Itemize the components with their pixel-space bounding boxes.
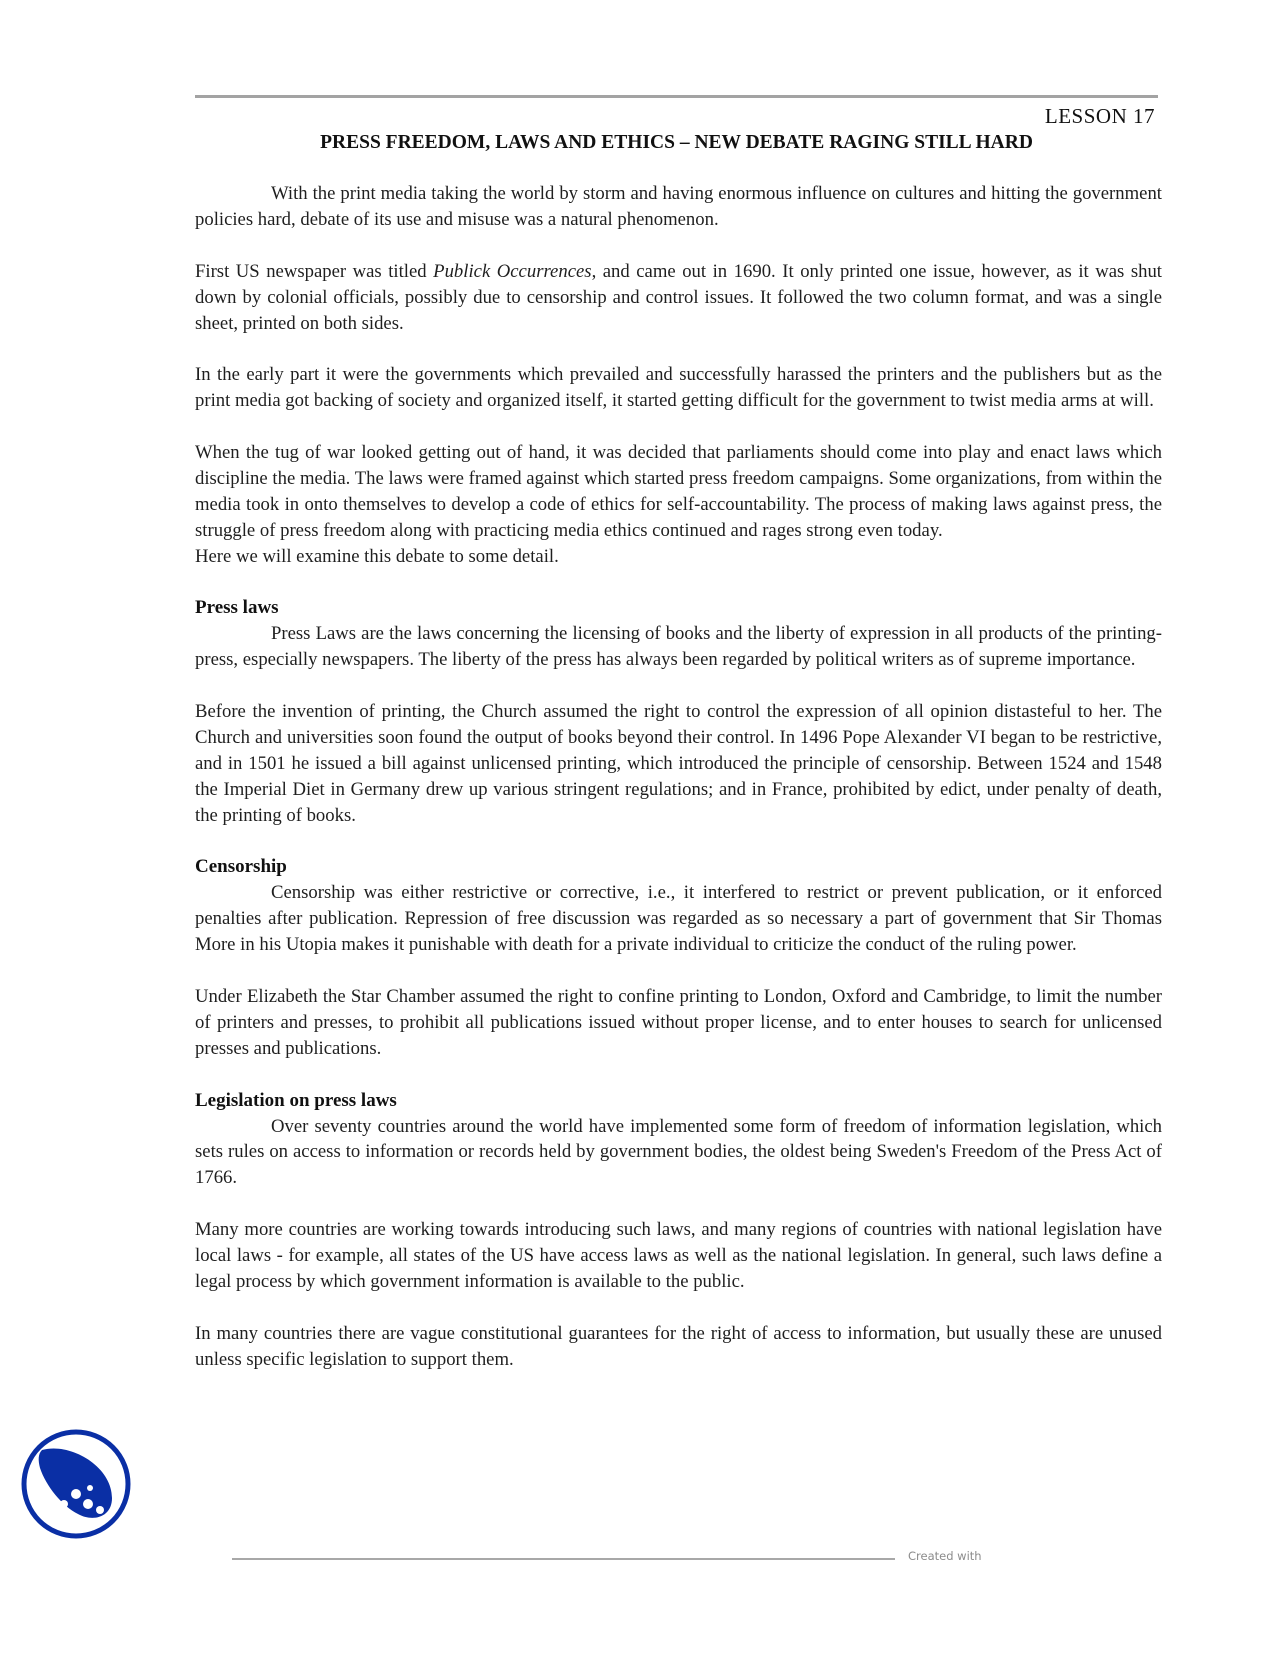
footer-created-with: Created with — [908, 1549, 982, 1563]
paragraph-intro-3: In the early part it were the governments which prevailed and successfully harassed the printers and the publishers but as the print media got backing of society and organized itself, it started getting difficult for the government to twist media arms at will. — [195, 364, 1162, 412]
paragraph-legislation-1: Over seventy countries around the world have implemented some form of freedom of information legislation, which sets rules on access to information or records held by government bodies, the oldest being Sweden's Freedom of the Press Act of 1766. — [195, 1115, 1162, 1189]
header-divider — [195, 95, 1158, 98]
paragraph-censorship-1: Censorship was either restrictive or corrective, i.e., it interfered to restrict or prevent publication, or it enforced penalties after publication. Repression of free discussion was regarded as so necessary a part of government that Sir Thomas More in his Utopia makes it punishable with death for a private individual to criticize the conduct of the ruling power. — [195, 882, 1162, 956]
paragraph-press-laws-1: Press Laws are the laws concerning the licensing of books and the liberty of expression in all products of the printing-press, especially newspapers. The liberty of the press has always been regarded by political writers as of supreme importance. — [195, 623, 1162, 671]
newspaper-title: Publick Occurrences — [433, 260, 592, 282]
paragraph-intro-4: When the tug of war looked getting out of hand, it was decided that parliaments should come into play and enact laws which discipline the media. The laws were framed against which started press freedom campaigns. Some organizations, from within the media took in onto themselves to develop a code of ethics for self-accountability. The process of making laws against press, the struggle of press freedom along with practicing media ethics continued and rages strong even today. — [195, 442, 1162, 541]
blue-ladybug-logo-icon — [20, 1428, 132, 1540]
paragraph-intro-2: First US newspaper was titled Publick Occurrences, and came out in 1690. It only printed one issue, however, as it was shut down by colonial officials, possibly due to censorship and control issues. It followed the two column format, and was a single sheet, printed on both sides. — [195, 260, 1163, 334]
paragraph-press-laws-2: Before the invention of printing, the Church assumed the right to control the expression of all opinion distasteful to her. The Church and universities soon found the output of books beyond their control. In 1496 Pope Alexander VI began to be restrictive, and in 1501 he issued a bill against unlicensed printing, which introduced the principle of censorship. Between 1524 and 1548 the Imperial Diet in Germany drew up various stringent regulations; and in France, prohibited by edict, under penalty of death, the printing of books. — [195, 701, 1162, 826]
footer-divider — [232, 1558, 895, 1560]
document-body — [195, 181, 1162, 1373]
lesson-number: LESSON 17 — [1044, 104, 1155, 128]
paragraph-censorship-2: Under Elizabeth the Star Chamber assumed the right to confine printing to London, Oxford and Cambridge, to limit the number of printers and presses, to prohibit all publications issued without proper license, and to enter houses to search for unlicensed presses and publications. — [195, 985, 1162, 1059]
paragraph-legislation-2: Many more countries are working towards introducing such laws, and many regions of countries with national legislation have local laws - for example, all states of the US have access laws as well as the national legislation. In general, such laws define a legal process by which government information is available to the public. — [195, 1219, 1162, 1292]
page-title: PRESS FREEDOM, LAWS AND ETHICS – NEW DEBATE RAGING STILL HARD — [320, 132, 1033, 153]
section-heading-censorship: Censorship — [195, 856, 287, 878]
section-heading-press-laws: Press laws — [195, 597, 279, 619]
paragraph-intro-1: With the print media taking the world by storm and having enormous influence on cultures and hitting the government policies hard, debate of its use and misuse was a natural phenomenon. — [195, 183, 1162, 230]
section-heading-legislation: Legislation on press laws — [195, 1089, 397, 1111]
paragraph-intro-5: Here we will examine this debate to some detail. — [195, 545, 559, 567]
paragraph-legislation-3: In many countries there are vague constitutional guarantees for the right of access to information, but usually these are unused unless specific legislation to support them. — [195, 1322, 1162, 1370]
